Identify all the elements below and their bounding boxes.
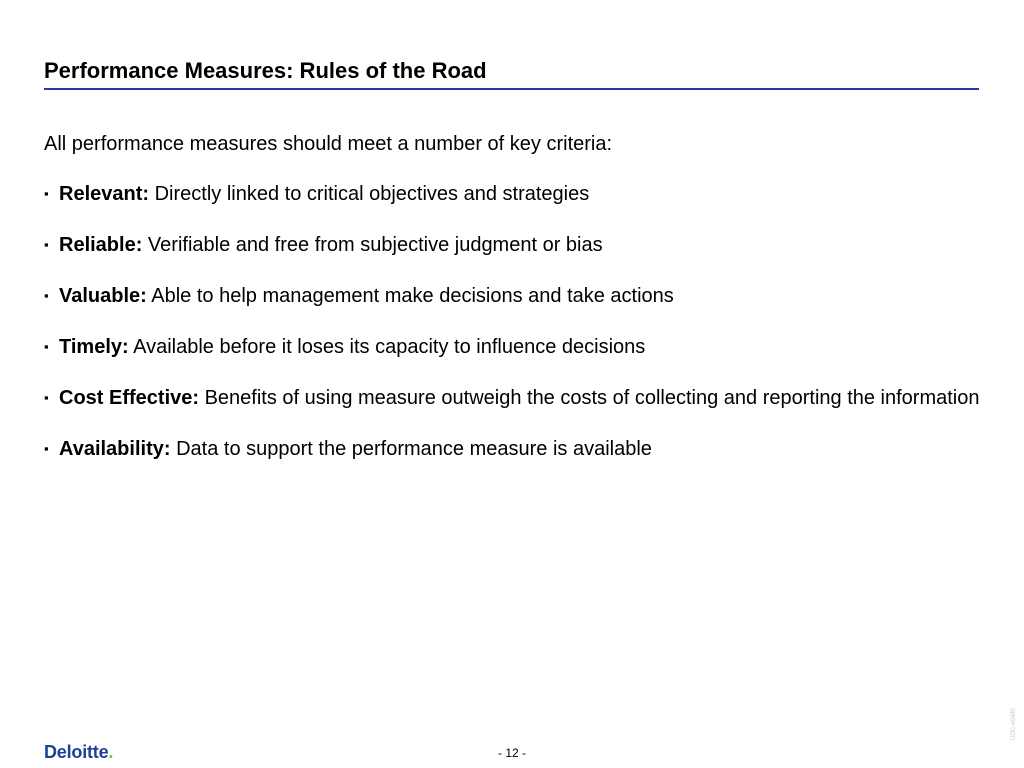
intro-text: All performance measures should meet a number of key criteria: <box>44 133 613 155</box>
title-divider <box>44 88 979 90</box>
criterion-description: Available before it loses its capacity to influence decisions <box>133 336 646 358</box>
criterion-term: Cost Effective: <box>59 387 200 409</box>
list-item <box>44 180 984 208</box>
criterion-description: Verifiable and free from subjective judgment or bias <box>147 234 603 256</box>
bullet-square-icon: ▪ <box>44 237 49 252</box>
criterion-description: Directly linked to critical objectives and strategies <box>154 183 590 205</box>
list-item <box>44 282 984 310</box>
list-item <box>44 435 984 463</box>
bullet-square-icon: ▪ <box>44 288 49 303</box>
bullet-square-icon: ▪ <box>44 390 49 405</box>
deloitte-logo <box>44 740 113 764</box>
bullet-square-icon: ▪ <box>44 441 49 456</box>
criterion-term: Timely: <box>59 336 129 358</box>
list-item <box>44 231 984 259</box>
slide-title: Performance Measures: Rules of the Road <box>44 58 487 83</box>
list-item <box>44 333 984 361</box>
criterion-description: Able to help management make decisions and take actions <box>151 285 674 307</box>
criterion-term: Reliable: <box>59 234 143 256</box>
list-item <box>44 384 984 412</box>
criterion-term: Valuable: <box>59 285 147 307</box>
logo-wordmark: Deloitte <box>44 742 109 762</box>
page-number: - 12 - <box>497 746 526 760</box>
criterion-description: Data to support the performance measure is available <box>176 438 652 460</box>
criterion-term: Relevant: <box>59 183 150 205</box>
criterion-term: Availability: <box>59 438 171 460</box>
bullet-square-icon: ▪ <box>44 339 49 354</box>
criteria-list <box>44 180 984 486</box>
document-reference: DOC-#0485 <box>1011 707 1017 740</box>
bullet-square-icon: ▪ <box>44 186 49 201</box>
logo-green-dot: . <box>108 742 114 762</box>
criterion-description: Benefits of using measure outweigh the costs of collecting and reporting the information <box>204 387 980 409</box>
